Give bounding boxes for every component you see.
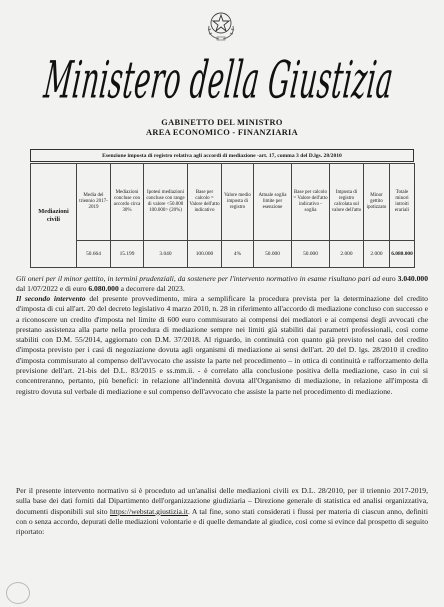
p1-italic-text: Gli oneri per il minor gettito, in termini prudenziali, da sostenere per l'intervento normativo in esame risultano pari ad — [16, 274, 381, 283]
value-cell: 50.664 — [77, 241, 111, 268]
value-cell: 15.199 — [111, 241, 144, 268]
stamp-mark-icon — [6, 582, 30, 604]
department-line-2: AREA ECONOMICO - FINANZIARIA — [146, 128, 298, 137]
paragraph-minor-revenue — [16, 274, 428, 295]
table-row — [31, 241, 415, 268]
p1-end-text: a decorrere dal 2023. — [120, 284, 185, 294]
p1-amount-2023: 6.080.000 — [88, 284, 119, 294]
p3-text-after-link: . A tal fine, sono stati considerati i flussi per materia di ciascun anno, definiti con o senza accordo, depurati delle mediazioni volontarie e di quelle demandate al giudice, così come si evince dal prospetto di seguito riportato: — [16, 506, 428, 537]
webstat-link[interactable]: https://webstat.giustizia.it — [109, 506, 189, 516]
total-value-cell: 6.080.000 — [390, 241, 415, 268]
value-cell: 4% — [222, 241, 254, 268]
header-cell: Totale minori introiti erariali — [390, 164, 415, 241]
value-cell: 50.000 — [254, 241, 292, 268]
header-cell: Base per calcolo = Valore dell'atto indicativo - soglia — [292, 164, 330, 241]
value-cell: 50.000 — [292, 241, 330, 268]
value-cell: 3.040 — [144, 241, 188, 268]
header-cell: Minor gettito ipotizzato — [364, 164, 390, 241]
header-cell: Mediazioni concluse con accordo circa 30% — [111, 164, 144, 241]
header-cell: Base per calcolo = Valore dell'atto indicativo — [188, 164, 222, 241]
ministry-title: Ministero della Giustizia — [41, 52, 397, 111]
p1-mid-text: dal 1/07/2022 e di euro — [16, 284, 87, 294]
p3-text-before-link: Per il presente intervento normativo si è proceduto ad un'analisi delle mediazioni civili ex D.L. 28/2010, per il triennio 2017-2019, sulla base dei dati forniti dal Dipartimento dell'organizzazione giudiziaria – Direzione generale di statistica ed analisi organizzativa, documenti disponibili sul sito — [16, 486, 428, 516]
paragraph-analysis — [16, 486, 428, 537]
header-cell: Ipotesi mediazioni concluse con range di valore <50.000 100.000> (20%) — [144, 164, 188, 241]
p2-lead: Il secondo intervento — [16, 294, 86, 303]
header-cell: Valore medio imposta di registro — [222, 164, 254, 241]
republic-emblem-icon — [204, 6, 238, 42]
p2-body: del presente provvedimento, mira a semplificare la procedura prevista per la determinazione del credito d'imposta di cui all'art. 20 del decreto legislativo 4 marzo 2010, n. 28 in riferimento all'accordo di mediazione concluso con successo e a riconoscere un credito d'imposta nel limite di 600 euro commisurato ai compensi dei mediatori e ai compensi degli avvocati che prestano assistenza alla parte nella procedura di mediazione sempre nei limiti già stabiliti dai parametri professionali, così come stabiliti con D.M. 55/2014, aggiornato con D.M. 37/2018. Al riguardo, in continuità con quanto già previsto nel caso del credito d'imposta previsto per i casi di negoziazione dovuta agli organismi di mediazione ai sensi dell'art. 20 del D. lgs. 28/2010 il credito d'imposta commisurato al compenso dell'avvocato che assiste la parte nel procedimento – in ottica di continuità e rafforzamento della previsione dell'art. 21-bis del D.L. 83/2015 e ss.mm.ii. - è correlato alla conclusione positiva della mediazione, caso in cui si concentreranno, pertanto, più benefici: in relazione all'indennità dovuta all'Organismo di mediazione, in relazione all'imposta di registro dovuta sul verbale di mediazione e sul compenso dell'avvocato che assiste la parte nel procedimento di mediazione. — [16, 294, 428, 396]
p1-euro-word: euro — [382, 274, 396, 283]
p1-amount-2022: 3.040.000 — [397, 274, 428, 283]
department-line-1: GABINETTO DEL MINISTRO — [161, 118, 283, 127]
header-cell: Media del triennio 2017-2019 — [77, 164, 111, 241]
table-header-row — [31, 164, 415, 241]
row-label-mediazioni-civili: Mediazioni civili — [31, 164, 77, 268]
value-cell: 2.000 — [330, 241, 364, 268]
paragraph-second-intervention — [16, 294, 428, 397]
header-cell: Imposta di registro calcolata sul valore dell'atto — [330, 164, 364, 241]
value-cell: 100.000 — [188, 241, 222, 268]
tax-exemption-table — [30, 163, 415, 268]
header-cell: Attuale soglia limite per esenzione — [254, 164, 292, 241]
value-cell: 2.000 — [364, 241, 390, 268]
table-title: Esenzione imposta di registro relativa agli accordi di mediazione -art. 17, comma 3 del D.lgs. 28/2010 — [30, 149, 414, 162]
